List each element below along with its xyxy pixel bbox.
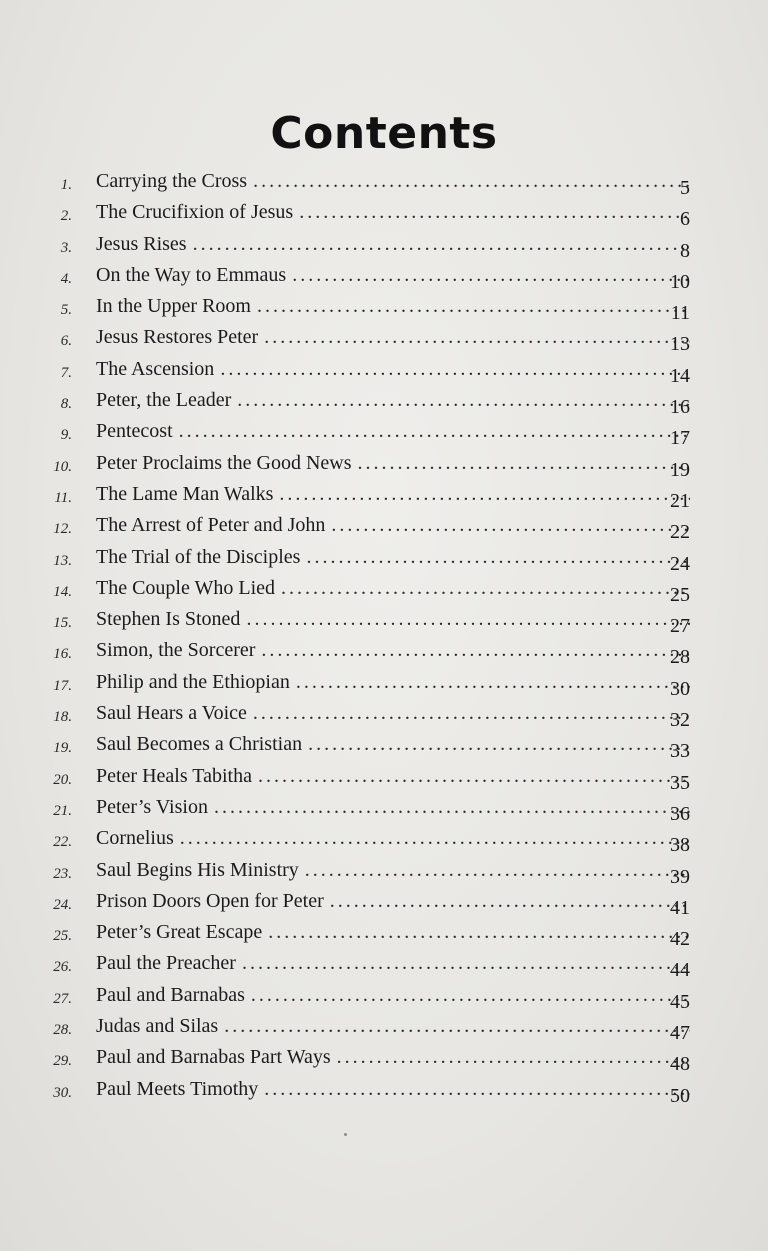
dot-leader — [179, 420, 690, 443]
chapter-number: 22. — [53, 834, 72, 851]
toc-entry[interactable] — [0, 418, 768, 449]
chapter-title: Philip and the Ethiopian — [96, 670, 290, 693]
dot-leader — [258, 765, 690, 788]
chapter-number: 4. — [60, 270, 72, 287]
chapter-number: 23. — [53, 865, 72, 882]
table-of-contents — [0, 168, 768, 1107]
toc-entry[interactable] — [0, 950, 768, 981]
page-number: 30 — [670, 677, 690, 700]
page-number: 48 — [670, 1053, 690, 1076]
chapter-title: Paul and Barnabas Part Ways — [96, 1046, 331, 1069]
chapter-number: 7. — [60, 364, 72, 381]
chapter-number: 2. — [60, 208, 72, 225]
page-number: 33 — [670, 740, 690, 763]
page-number: 25 — [670, 583, 690, 606]
chapter-title: The Ascension — [96, 357, 215, 380]
dot-leader — [264, 1078, 690, 1101]
page-number: 44 — [670, 959, 690, 982]
page-number: 8 — [680, 239, 690, 262]
page-number: 27 — [670, 615, 690, 638]
chapter-number: 17. — [53, 677, 72, 694]
chapter-number: 8. — [60, 396, 72, 413]
toc-entry[interactable] — [0, 387, 768, 418]
toc-entry[interactable] — [0, 168, 768, 199]
dot-leader — [292, 264, 690, 287]
dot-leader — [257, 295, 690, 318]
dot-leader — [224, 1015, 690, 1038]
dot-leader — [237, 389, 690, 412]
toc-entry[interactable] — [0, 825, 768, 856]
toc-entry[interactable] — [0, 1044, 768, 1075]
dot-leader — [337, 1046, 690, 1069]
dot-leader — [268, 921, 690, 944]
dot-leader — [214, 796, 690, 819]
toc-entry[interactable] — [0, 700, 768, 731]
page-number: 16 — [670, 396, 690, 419]
chapter-title: Stephen Is Stoned — [96, 608, 241, 631]
page-number: 42 — [670, 928, 690, 951]
chapter-title: On the Way to Emmaus — [96, 263, 287, 286]
chapter-number: 20. — [53, 771, 72, 788]
page-number: 10 — [670, 270, 690, 293]
dot-leader — [306, 546, 690, 569]
chapter-number: 28. — [53, 1022, 72, 1039]
chapter-title: Jesus Restores Peter — [96, 326, 259, 349]
chapter-number: 15. — [53, 615, 72, 632]
dot-leader — [358, 452, 690, 475]
dot-leader — [220, 358, 690, 381]
toc-entry[interactable] — [0, 356, 768, 387]
chapter-title: Jesus Rises — [96, 232, 187, 255]
page-number: 14 — [670, 364, 690, 387]
toc-entry[interactable] — [0, 1076, 768, 1107]
toc-entry[interactable] — [0, 919, 768, 950]
page-number: 22 — [670, 521, 690, 544]
chapter-number: 26. — [53, 959, 72, 976]
chapter-title: Paul Meets Timothy — [96, 1077, 259, 1100]
page-number: 36 — [670, 802, 690, 825]
chapter-title: The Crucifixion of Jesus — [96, 201, 294, 224]
toc-entry[interactable] — [0, 982, 768, 1013]
page-number: 13 — [670, 333, 690, 356]
dot-leader — [264, 326, 690, 349]
chapter-title: Judas and Silas — [96, 1015, 219, 1038]
chapter-number: 12. — [53, 521, 72, 538]
chapter-number: 6. — [60, 333, 72, 350]
chapter-title: Saul Begins His Ministry — [96, 858, 299, 881]
dot-leader — [305, 859, 690, 882]
chapter-number: 5. — [60, 302, 72, 319]
chapter-title: Peter’s Great Escape — [96, 921, 263, 944]
toc-entry[interactable] — [0, 199, 768, 230]
chapter-title: Saul Becomes a Christian — [96, 733, 303, 756]
chapter-title: Pentecost — [96, 420, 173, 443]
toc-entry[interactable] — [0, 669, 768, 700]
page-title: Contents — [270, 108, 498, 159]
page-number: 17 — [670, 427, 690, 450]
chapter-title: Peter, the Leader — [96, 389, 232, 412]
dot-leader — [253, 702, 690, 725]
page-number: 11 — [670, 302, 690, 325]
page-number: 24 — [670, 552, 690, 575]
dot-leader — [193, 233, 690, 256]
page-number: 50 — [670, 1084, 690, 1107]
toc-entry[interactable] — [0, 637, 768, 668]
dot-leader — [253, 170, 690, 193]
chapter-number: 21. — [53, 802, 72, 819]
dot-leader — [299, 201, 690, 224]
page-number: 39 — [670, 865, 690, 888]
page-number: 45 — [670, 990, 690, 1013]
toc-entry[interactable] — [0, 575, 768, 606]
chapter-number: 24. — [53, 896, 72, 913]
chapter-title: Cornelius — [96, 827, 174, 850]
dot-leader — [296, 671, 690, 694]
dot-leader — [251, 984, 690, 1007]
dot-leader — [261, 639, 690, 662]
page-number: 28 — [670, 646, 690, 669]
chapter-title: Peter Heals Tabitha — [96, 764, 252, 787]
toc-entry[interactable] — [0, 262, 768, 293]
chapter-title: Simon, the Sorcerer — [96, 639, 256, 662]
chapter-number: 25. — [53, 928, 72, 945]
chapter-number: 16. — [53, 646, 72, 663]
chapter-number: 10. — [53, 458, 72, 475]
toc-entry[interactable] — [0, 606, 768, 637]
dot-leader — [281, 577, 690, 600]
chapter-title: Saul Hears a Voice — [96, 702, 247, 725]
toc-entry[interactable] — [0, 512, 768, 543]
toc-entry[interactable] — [0, 1013, 768, 1044]
page-number: 41 — [670, 896, 690, 919]
toc-entry[interactable] — [0, 231, 768, 262]
page-number: 32 — [670, 709, 690, 732]
dot-leader — [330, 890, 690, 913]
dot-leader — [279, 483, 690, 506]
chapter-number: 19. — [53, 740, 72, 757]
page-number: 6 — [680, 208, 690, 231]
chapter-title: In the Upper Room — [96, 295, 251, 318]
page-number: 5 — [680, 177, 690, 199]
chapter-number: 1. — [60, 177, 72, 193]
toc-entry[interactable] — [0, 544, 768, 575]
page-number: 35 — [670, 771, 690, 794]
chapter-number: 11. — [54, 489, 72, 506]
toc-entry[interactable] — [0, 450, 768, 481]
toc-entry[interactable] — [0, 857, 768, 888]
dot-leader — [308, 733, 690, 756]
chapter-number: 27. — [53, 990, 72, 1007]
toc-entry[interactable] — [0, 324, 768, 355]
page-number: 47 — [670, 1022, 690, 1045]
chapter-title: The Trial of the Disciples — [96, 545, 301, 568]
chapter-title: Prison Doors Open for Peter — [96, 889, 324, 912]
toc-entry[interactable] — [0, 888, 768, 919]
toc-entry[interactable] — [0, 731, 768, 762]
chapter-title: Paul the Preacher — [96, 952, 236, 975]
chapter-title: Carrying the Cross — [96, 170, 248, 192]
toc-entry[interactable] — [0, 481, 768, 512]
chapter-number: 9. — [60, 427, 72, 444]
chapter-title: The Lame Man Walks — [96, 482, 274, 505]
dot-leader — [242, 952, 690, 975]
page-number: 21 — [670, 489, 690, 512]
chapter-title: The Couple Who Lied — [96, 576, 276, 599]
page-number: 38 — [670, 834, 690, 857]
chapter-title: Paul and Barnabas — [96, 983, 245, 1006]
chapter-title: Peter’s Vision — [96, 795, 208, 818]
chapter-number: 14. — [53, 583, 72, 600]
chapter-number: 29. — [53, 1053, 72, 1070]
chapter-number: 13. — [53, 552, 72, 569]
dot-leader — [331, 514, 690, 537]
dot-leader — [246, 608, 690, 631]
chapter-number: 3. — [60, 239, 72, 256]
chapter-title: The Arrest of Peter and John — [96, 514, 326, 537]
paper-speck — [344, 1133, 347, 1136]
dot-leader — [180, 827, 690, 850]
toc-entry[interactable] — [0, 794, 768, 825]
page-number: 19 — [670, 458, 690, 481]
chapter-number: 30. — [53, 1084, 72, 1101]
chapter-title: Peter Proclaims the Good News — [96, 451, 352, 474]
toc-entry[interactable] — [0, 763, 768, 794]
toc-entry[interactable] — [0, 293, 768, 324]
chapter-number: 18. — [53, 709, 72, 726]
